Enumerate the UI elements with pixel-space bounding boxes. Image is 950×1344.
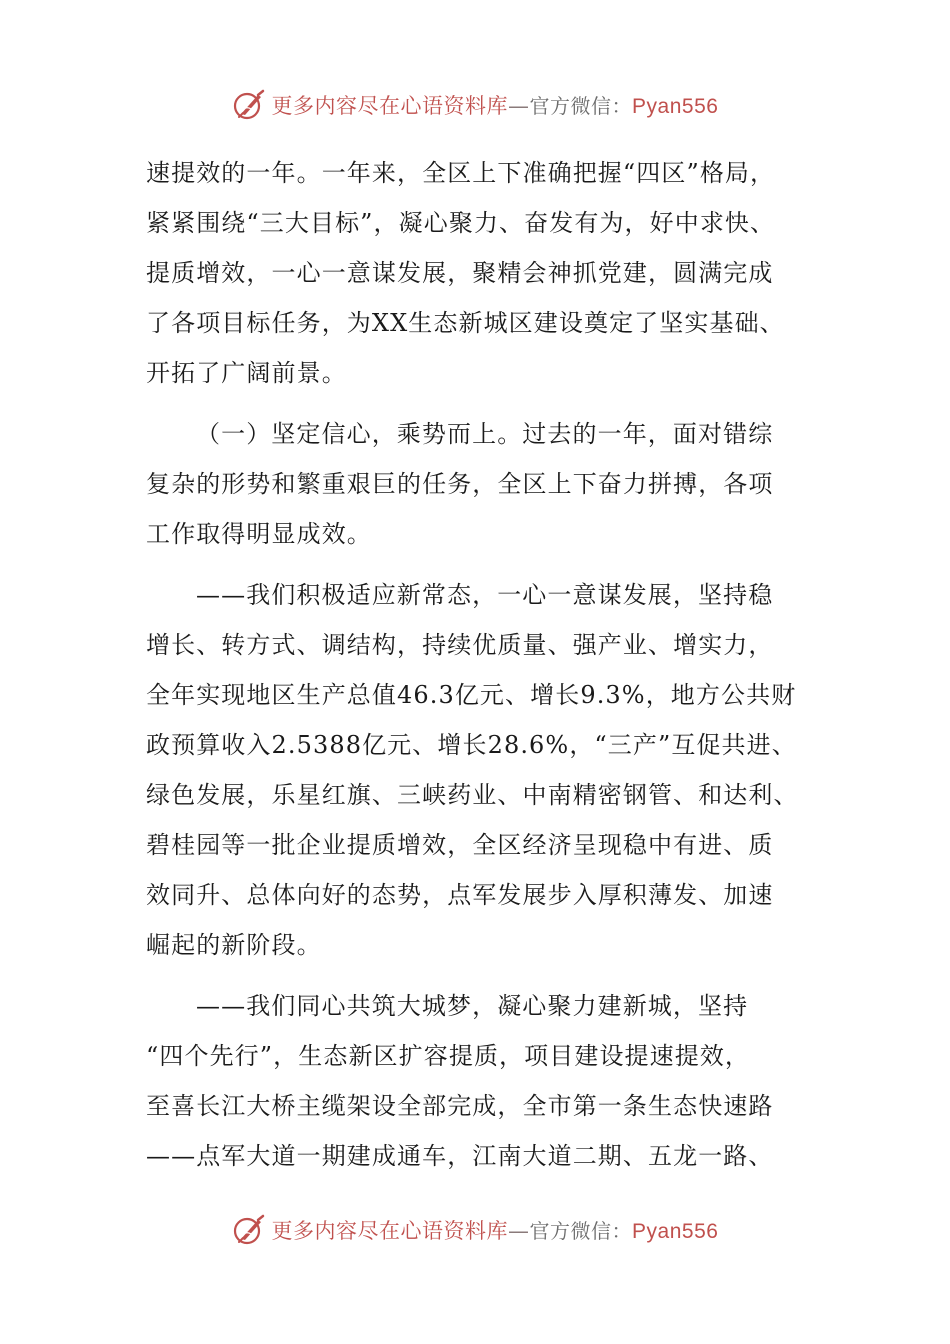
paragraph-4 — [146, 981, 812, 1181]
text-line: 崛起的新阶段。 — [146, 931, 322, 959]
text-line: 增长、转方式、调结构，持续优质量、强产业、增实力， — [146, 631, 774, 659]
text-line: 全年实现地区生产总值46.3亿元、增长9.3%，地方公共财 — [146, 681, 797, 709]
text-line: 提质增效，一心一意谋发展，聚精会神抓党建，圆满完成 — [146, 259, 774, 287]
banner-wechat-label: 官方微信： — [529, 1219, 633, 1243]
text-line: 复杂的形势和繁重艰巨的任务，全区上下奋力拼搏，各项 — [146, 470, 774, 498]
text-line: 速提效的一年。一年来，全区上下准确把握“四区”格局， — [146, 159, 776, 187]
text-line: 了各项目标任务，为XX生态新城区建设奠定了坚实基础、 — [146, 309, 785, 337]
paragraph-3 — [146, 570, 812, 970]
paragraph-1 — [146, 148, 812, 398]
text-line: 碧桂园等一批企业提质增效，全区经济呈现稳中有进、质 — [146, 831, 774, 859]
banner-wechat-id: Pyan556 — [632, 95, 719, 118]
text-line: ——我们同心共筑大城梦，凝心聚力建新城，坚持 — [196, 992, 749, 1020]
banner-wechat-id: Pyan556 — [632, 1220, 719, 1243]
text-line: 开拓了广阔前景。 — [146, 359, 347, 387]
text-line: ——我们积极适应新常态，一心一意谋发展，坚持稳 — [196, 581, 774, 609]
banner-separator: — — [508, 1219, 530, 1243]
text-line: 绿色发展，乐星红旗、三峡药业、中南精密钢管、和达利、 — [146, 781, 799, 809]
text-line: “四个先行”，生态新区扩容提质，项目建设提速提效， — [146, 1042, 751, 1070]
quill-pen-logo-icon — [232, 1213, 266, 1247]
text-line: （一）坚定信心，乘势而上。过去的一年，面对错综 — [196, 420, 774, 448]
document-body — [146, 148, 812, 1181]
text-line: 政预算收入2.5388亿元、增长28.6%，“三产”互促共进、 — [146, 731, 797, 759]
watermark-banner-bottom — [0, 1210, 950, 1250]
paragraph-2 — [146, 409, 812, 559]
text-line: 至喜长江大桥主缆架设全部完成，全市第一条生态快速路 — [146, 1092, 774, 1120]
banner-main-text: 更多内容尽在心语资料库 — [271, 94, 509, 118]
banner-wechat-label: 官方微信： — [529, 94, 633, 118]
text-line: 紧紧围绕“三大目标”，凝心聚力、奋发有为，好中求快、 — [146, 209, 776, 237]
text-line: ——点军大道一期建成通车，江南大道二期、五龙一路、 — [146, 1142, 774, 1170]
banner-main-text: 更多内容尽在心语资料库 — [271, 1219, 509, 1243]
quill-pen-logo-icon — [232, 88, 266, 122]
text-line: 效同升、总体向好的态势，点军发展步入厚积薄发、加速 — [146, 881, 774, 909]
watermark-banner-top — [0, 85, 950, 125]
banner-separator: — — [508, 94, 530, 118]
text-line: 工作取得明显成效。 — [146, 520, 372, 548]
